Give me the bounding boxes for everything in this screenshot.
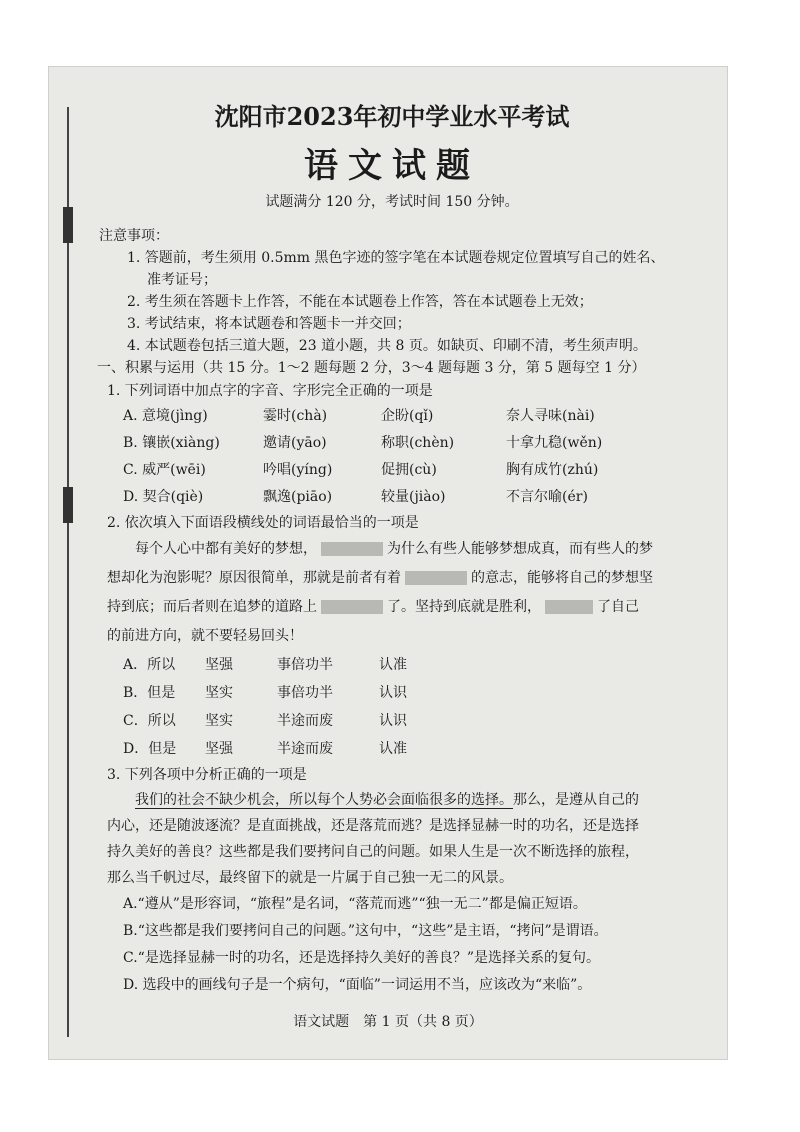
q1-option-row bbox=[107, 457, 707, 484]
q1-option: 企盼(qǐ) bbox=[381, 408, 434, 424]
q1-option: D. 契合(qiè) bbox=[123, 489, 204, 505]
notice-item: 准考证号； bbox=[147, 272, 217, 288]
q2-option: 事倍功半 bbox=[277, 657, 333, 673]
q1-option: 飘逸(piāo) bbox=[263, 489, 333, 505]
question-2-stem: 2. 依次填入下面语段横线处的词语最恰当的一项是 bbox=[107, 515, 419, 531]
q2-option: 认识 bbox=[379, 713, 407, 729]
passage-text: 每个人心中都有美好的梦想， bbox=[135, 541, 317, 557]
answer-blank bbox=[321, 600, 383, 614]
answer-blank bbox=[405, 571, 467, 585]
q2-passage bbox=[107, 535, 707, 651]
q1-option: 称职(chèn) bbox=[381, 435, 455, 451]
q2-option: C．所以 bbox=[123, 713, 176, 729]
q1-option-row bbox=[107, 403, 707, 430]
q2-option: 认准 bbox=[379, 657, 407, 673]
q2-option-row bbox=[107, 651, 707, 679]
q2-option: 坚实 bbox=[205, 685, 233, 701]
binding-mark bbox=[63, 487, 73, 523]
q1-option: A. 意境(jìng) bbox=[123, 408, 208, 424]
passage-text: 的意志，能够将自己的梦想坚 bbox=[471, 570, 653, 586]
q2-option: 坚强 bbox=[205, 657, 233, 673]
q2-option-row bbox=[107, 707, 707, 735]
q2-option: D．但是 bbox=[123, 741, 177, 757]
subject-title: 语文试题 bbox=[304, 146, 480, 186]
passage-text: 内心，还是随波逐流？是直面挑战，还是落荒而逃？是选择显赫一时的功名，还是选择 bbox=[107, 818, 639, 834]
question-3-stem: 3. 下列各项中分析正确的一项是 bbox=[107, 767, 307, 783]
passage-text: 了。坚持到底就是胜利， bbox=[387, 599, 541, 615]
passage-text: 持到底；而后者则在追梦的道路上 bbox=[107, 599, 317, 615]
paper-content bbox=[97, 97, 707, 999]
q1-option: 吟唱(yíng) bbox=[263, 462, 333, 478]
answer-blank bbox=[321, 542, 383, 556]
q3-option: D. 选段中的画线句子是一个病句，“面临”一词运用不当，应该改为“来临”。 bbox=[123, 977, 592, 993]
underlined-sentence: 我们的社会不缺少机会，所以每个人势必会面临很多的选择。 bbox=[135, 792, 513, 808]
q2-option: 事倍功半 bbox=[277, 685, 333, 701]
notice-item: 2. 考生须在答题卡上作答，不能在本试题卷上作答，答在本试题卷上无效； bbox=[127, 294, 593, 310]
passage-text: 那么当千帆过尽，最终留下的就是一片属于自己独一无二的风景。 bbox=[107, 870, 513, 886]
q1-option: 促拥(cù) bbox=[381, 462, 437, 478]
q2-option: B．但是 bbox=[123, 685, 176, 701]
binding-line bbox=[67, 107, 69, 1037]
passage-text: 持久美好的善良？这些都是我们要拷问自己的问题。如果人生是一次不断选择的旅程， bbox=[107, 844, 639, 860]
q1-option-row bbox=[107, 430, 707, 457]
q2-option: 半途而废 bbox=[277, 741, 333, 757]
q3-passage bbox=[107, 787, 707, 891]
passage-text: 的前进方向，就不要轻易回头！ bbox=[107, 628, 303, 644]
q2-option: 坚强 bbox=[205, 741, 233, 757]
passage-text: 了自己 bbox=[597, 599, 639, 615]
q2-option-row bbox=[107, 735, 707, 763]
binding-mark bbox=[63, 207, 73, 243]
q3-option: A.“遵从”是形容词，“旅程”是名词，“落荒而逃”“独一无二”都是偏正短语。 bbox=[123, 896, 587, 912]
q2-option: 认准 bbox=[379, 741, 407, 757]
q2-option: 半途而废 bbox=[277, 713, 333, 729]
passage-text: 想却化为泡影呢？原因很简单，那就是前者有着 bbox=[107, 570, 401, 586]
q2-option: 坚实 bbox=[205, 713, 233, 729]
q1-option: 不言尔喻(ér) bbox=[506, 489, 588, 505]
exam-info: 试题满分 120 分，考试时间 150 分钟。 bbox=[265, 194, 519, 210]
notice-item: 4. 本试题卷包括三道大题，23 道小题，共 8 页。如缺页、印刷不清，考生须声明。 bbox=[127, 338, 647, 354]
section-heading: 一、积累与运用（共 15 分。1～2 题每题 2 分，3～4 题每题 3 分，第 5 题每空 1 分） bbox=[97, 360, 646, 376]
q1-option: 较量(jiào) bbox=[381, 489, 446, 505]
notice-heading: 注意事项： bbox=[99, 228, 169, 244]
q1-option: 邀请(yāo) bbox=[263, 435, 327, 451]
q1-option: 霎时(chà) bbox=[263, 408, 328, 424]
passage-text: 为什么有些人能够梦想成真，而有些人的梦 bbox=[387, 541, 653, 557]
notice-item: 3. 考试结束，将本试题卷和答题卡一并交回； bbox=[127, 316, 411, 332]
exam-paper bbox=[48, 66, 728, 1060]
q1-option: 胸有成竹(zhú) bbox=[506, 462, 599, 478]
q1-option: 奈人寻味(nài) bbox=[506, 408, 595, 424]
q1-option: C. 威严(wēi) bbox=[123, 462, 206, 478]
notice-item: 1. 答题前，考生须用 0.5mm 黑色字迹的签字笔在本试题卷规定位置填写自己的姓名、 bbox=[127, 250, 665, 266]
q1-option: 十拿九稳(wěn) bbox=[506, 435, 603, 451]
q3-option: B.“这些都是我们要拷问自己的问题。”这句中，“这些”是主语，“拷问”是谓语。 bbox=[123, 923, 608, 939]
page-footer: 语文试题 第 1 页（共 8 页） bbox=[293, 1014, 483, 1030]
passage-text: 那么，是遵从自己的 bbox=[513, 792, 639, 808]
q2-option: A．所以 bbox=[123, 657, 176, 673]
exam-title: 沈阳市2023年初中学业水平考试 bbox=[214, 102, 570, 131]
answer-blank bbox=[545, 600, 593, 614]
question-1-stem: 1. 下列词语中加点字的字音、字形完全正确的一项是 bbox=[107, 383, 433, 399]
q2-option: 认识 bbox=[379, 685, 407, 701]
q1-option: B. 镶嵌(xiàng) bbox=[123, 435, 220, 451]
q3-option: C.“是选择显赫一时的功名，还是选择持久美好的善良？”是选择关系的复句。 bbox=[123, 950, 600, 966]
q2-option-row bbox=[107, 679, 707, 707]
q1-option-row bbox=[107, 484, 707, 511]
